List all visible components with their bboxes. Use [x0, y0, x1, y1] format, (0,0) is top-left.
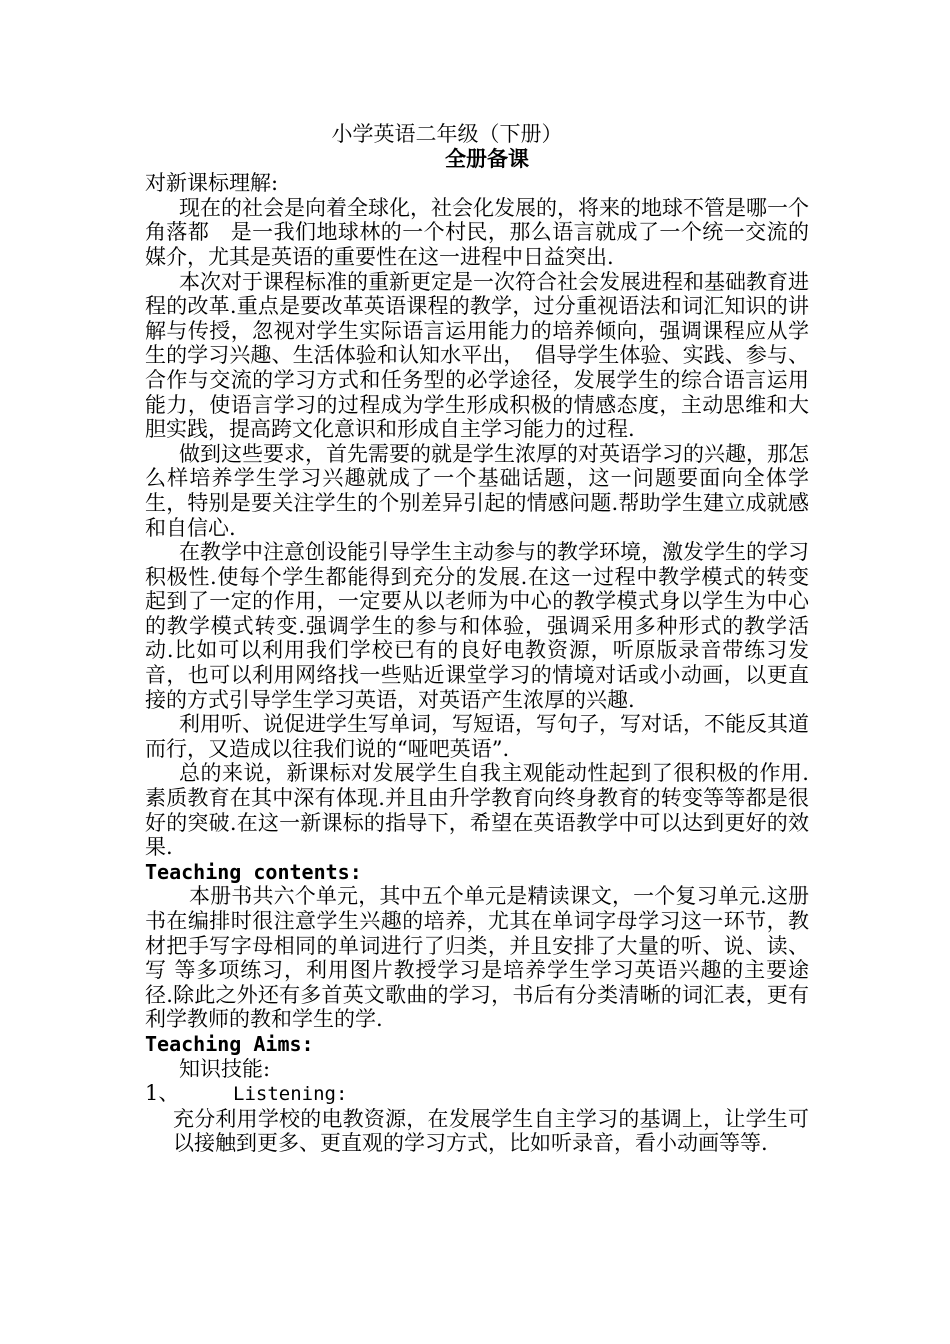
- section-heading-understanding: 对新课标理解:: [145, 171, 279, 196]
- section-heading-aims: Teaching Aims:: [145, 1031, 314, 1056]
- list-label: Listening:: [233, 1083, 348, 1106]
- list-item-listening: [145, 1081, 809, 1107]
- list-number: 1、: [145, 1081, 180, 1106]
- section-heading-contents: Teaching contents:: [145, 859, 362, 884]
- body-paragraph: 本次对于课程标准的重新更定是一次符合社会发展进程和基础教育进程的改革.重点是要改革英语课程的教学，过分重视语法和词汇知识的讲解与传授，忽视对学生实际语言运用能力的培养倾向，强调课程应从学生的学习兴趣、生活体验和认知水平出， 倡导学生体验、实践、参与、合作与交流的学习方式和任务型的必学途径，发展学生的综合语言运用能力，使语言学习的过程成为学生形成积极的情感态度，主动思维和大胆实践，提高跨文化意识和形成自主学习能力的过程.: [145, 269, 809, 442]
- aims-subheading: 知识技能:: [179, 1056, 271, 1081]
- body-paragraph: 总的来说，新课标对发展学生自我主观能动性起到了很积极的作用.素质教育在其中深有体现.并且由升学教育向终身教育的转变等等都是很好的突破.在这一新课标的指导下，希望在英语教学中可以达到更好的效果.: [145, 761, 809, 860]
- document-subtitle: 全册备课: [445, 145, 529, 171]
- contents-paragraph: 本册书共六个单元，其中五个单元是精读课文，一个复习单元.这册书在编排时很注意学生兴趣的培养，尤其在单词字母学习这一环节，教材把手写字母相同的单词进行了归类，并且安排了大量的听、说、读、写 等多项练习，利用图片教授学习是培养学生学习英语兴趣的主要途径.除此之外还有多首英文歌曲的学习，书后有分类清晰的词汇表，更有利学教师的教和学生的学.: [145, 884, 809, 1032]
- body-paragraph: 在教学中注意创设能引导学生主动参与的教学环境，激发学生的学习积极性.使每个学生都能得到充分的发展.在这一过程中教学模式的转变起到了一定的作用，一定要从以老师为中心的教学模式身以学生为中心的教学模式转变.强调学生的参与和体验，强调采用多种形式的教学活动.比如可以利用我们学校已有的良好电教资源，听原版录音带练习发音，也可以利用网络找一些贴近课堂学习的情境对话或小动画，以更直接的方式引导学生学习英语，对英语产生浓厚的兴趣.: [145, 540, 809, 712]
- document-title: 小学英语二年级（下册）: [331, 122, 563, 146]
- list-item-body: 充分利用学校的电教资源，在发展学生自主学习的基调上，让学生可以接触到更多、更直观的学习方式，比如听录音，看小动画等等.: [173, 1106, 809, 1156]
- body-paragraph: 现在的社会是向着全球化，社会化发展的，将来的地球不管是哪一个角落都 是一我们地球林的一个村民，那么语言就成了一个统一交流的媒介，尤其是英语的重要性在这一进程中日益突出.: [145, 195, 809, 269]
- body-paragraph: 利用听、说促进学生写单词，写短语，写句子，写对话，不能反其道而行，又造成以往我们说的“哑吧英语”.: [145, 712, 809, 761]
- body-paragraph: 做到这些要求，首先需要的就是学生浓厚的对英语学习的兴趣，那怎么样培养学生学习兴趣就成了一个基础话题，这一问题要面向全体学生，特别是要关注学生的个别差异引起的情感问题.帮助学生建立成就感和自信心.: [145, 441, 809, 540]
- document-page: [145, 122, 809, 1156]
